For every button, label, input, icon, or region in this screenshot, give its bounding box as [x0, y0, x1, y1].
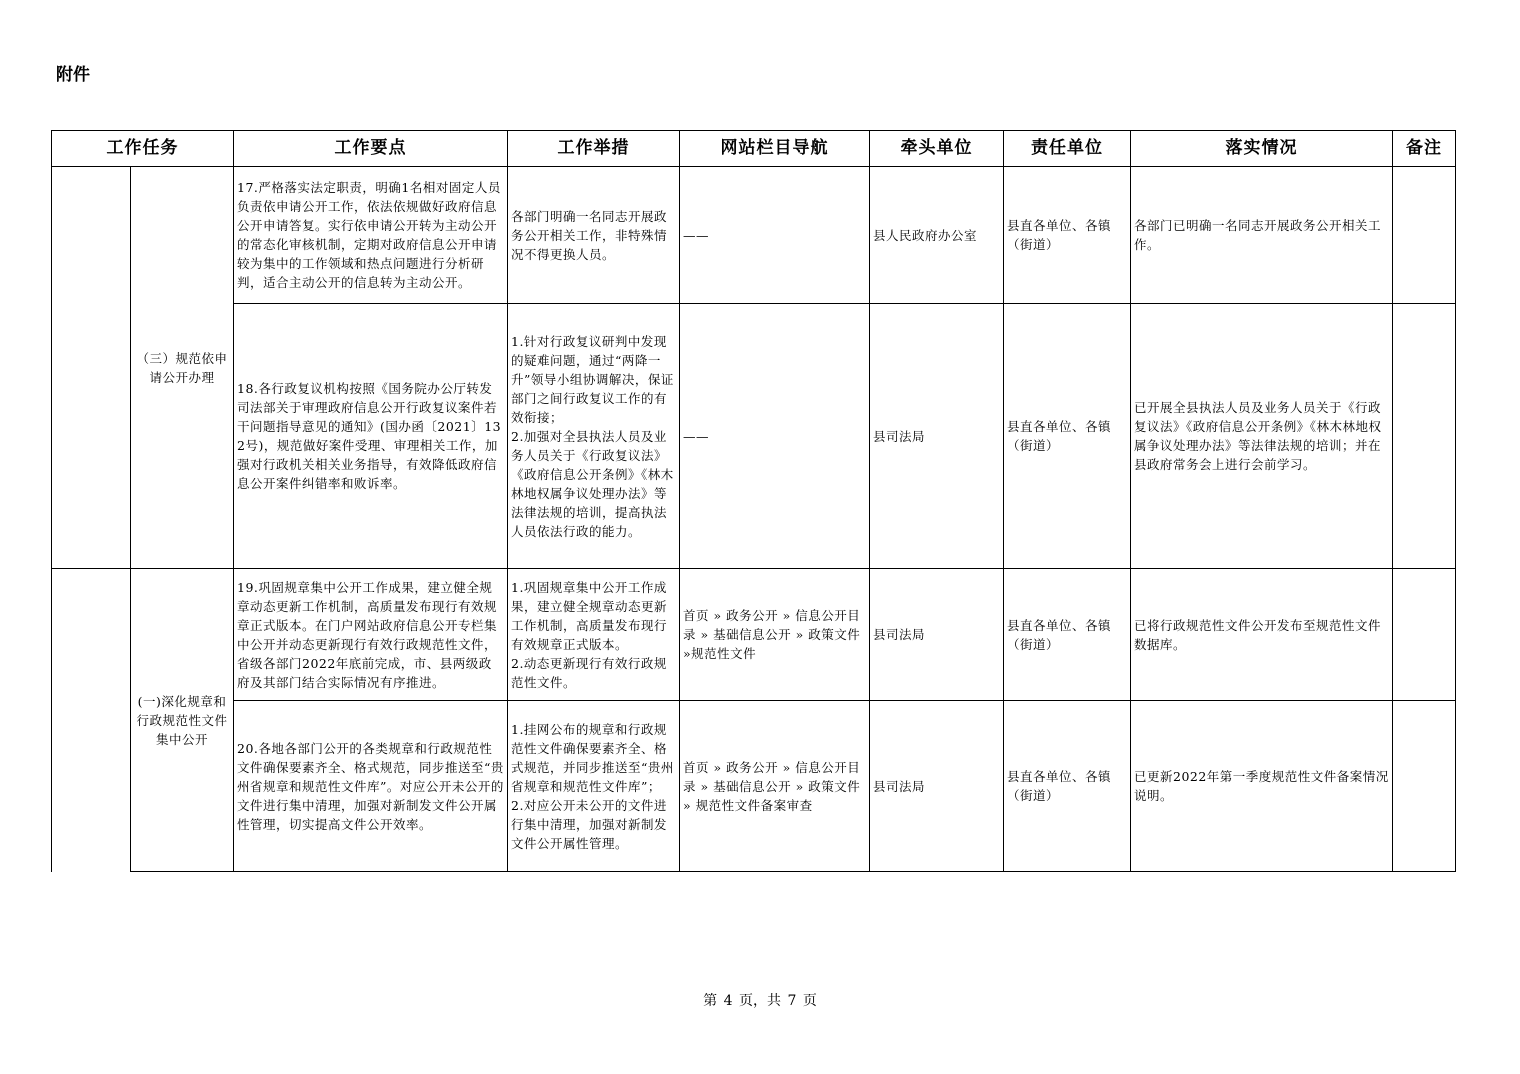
navigation-cell: ——	[680, 167, 870, 304]
remark-cell	[1393, 701, 1456, 872]
task-group-cell: （三）规范依申请公开办理	[131, 167, 234, 569]
table-row	[52, 167, 1456, 304]
header-measures: 工作举措	[508, 131, 680, 167]
measure-cell: 1.针对行政复议研判中发现的疑难问题，通过“两降一升”领导小组协调解决，保证部门之间行政复议工作的有效衔接； 2.加强对全县执法人员及业务人员关于《行政复议法》《政府信息公开条例》《林木林地权属争议处理办法》等法律法规的培训，提高执法人员依法行政的能力。	[508, 304, 680, 569]
work-table	[51, 130, 1456, 872]
task-outer-cell	[52, 569, 131, 872]
attachment-label: 附件	[56, 65, 90, 85]
lead-unit-cell: 县司法局	[870, 701, 1004, 872]
key-point-cell: 17.严格落实法定职责，明确1名相对固定人员负责依申请公开工作，依法依规做好政府信息公开申请答复。实行依申请公开转为主动公开的常态化审核机制，定期对政府信息公开申请较为集中的工作领域和热点问题进行分析研判，适合主动公开的信息转为主动公开。	[234, 167, 508, 304]
task-group-cell: (一)深化规章和行政规范性文件集中公开	[131, 569, 234, 872]
task-outer-cell	[52, 167, 131, 569]
header-key-points: 工作要点	[234, 131, 508, 167]
page-mid: 页，共	[739, 993, 781, 1009]
responsible-unit-cell: 县直各单位、各镇（街道）	[1004, 569, 1131, 701]
responsible-unit-cell: 县直各单位、各镇（街道）	[1004, 167, 1131, 304]
header-navigation: 网站栏目导航	[680, 131, 870, 167]
implementation-cell: 已更新2022年第一季度规范性文件备案情况说明。	[1131, 701, 1393, 872]
header-responsible-unit: 责任单位	[1004, 131, 1131, 167]
measure-cell: 1.挂网公布的规章和行政规范性文件确保要素齐全、格式规范，并同步推送至“贵州省规章和规范性文件库”； 2.对应公开未公开的文件进行集中清理，加强对新制发文件公开属性管理。	[508, 701, 680, 872]
page-number	[0, 990, 1520, 1010]
table-row	[52, 701, 1456, 872]
header-lead-unit: 牵头单位	[870, 131, 1004, 167]
page-suffix: 页	[802, 993, 817, 1009]
key-point-cell: 19.巩固规章集中公开工作成果，建立健全规章动态更新工作机制，高质量发布现行有效规章正式版本。在门户网站政府信息公开专栏集中公开并动态更新现行有效行政规范性文件，省级各部门2022年底前完成，市、县两级政府及其部门结合实际情况有序推进。	[234, 569, 508, 701]
remark-cell	[1393, 569, 1456, 701]
measure-cell: 1.巩固规章集中公开工作成果，建立健全规章动态更新工作机制，高质量发布现行有效规章正式版本。 2.动态更新现行有效行政规范性文件。	[508, 569, 680, 701]
lead-unit-cell: 县司法局	[870, 569, 1004, 701]
responsible-unit-cell: 县直各单位、各镇（街道）	[1004, 304, 1131, 569]
key-point-cell: 20.各地各部门公开的各类规章和行政规范性文件确保要素齐全、格式规范，同步推送至“贵州省规章和规范性文件库”。对应公开未公开的文件进行集中清理，加强对新制发文件公开属性管理，切实提高文件公开效率。	[234, 701, 508, 872]
table-row	[52, 304, 1456, 569]
lead-unit-cell: 县司法局	[870, 304, 1004, 569]
table-header-row	[52, 131, 1456, 167]
remark-cell	[1393, 304, 1456, 569]
implementation-cell: 各部门已明确一名同志开展政务公开相关工作。	[1131, 167, 1393, 304]
page-total: 7	[787, 993, 797, 1009]
implementation-cell: 已开展全县执法人员及业务人员关于《行政复议法》《政府信息公开条例》《林木林地权属争议处理办法》等法律法规的培训；并在县政府常务会上进行会前学习。	[1131, 304, 1393, 569]
navigation-cell: 首页 » 政务公开 » 信息公开目录 » 基础信息公开 » 政策文件 »规范性文件	[680, 569, 870, 701]
header-implementation: 落实情况	[1131, 131, 1393, 167]
responsible-unit-cell: 县直各单位、各镇（街道）	[1004, 701, 1131, 872]
remark-cell	[1393, 167, 1456, 304]
navigation-cell: 首页 » 政务公开 » 信息公开目录 » 基础信息公开 » 政策文件 » 规范性文件备案审查	[680, 701, 870, 872]
header-remarks: 备注	[1393, 131, 1456, 167]
page-prefix: 第	[703, 993, 718, 1009]
table-row	[52, 569, 1456, 701]
navigation-cell: ——	[680, 304, 870, 569]
measure-cell: 各部门明确一名同志开展政务公开相关工作，非特殊情况不得更换人员。	[508, 167, 680, 304]
key-point-cell: 18.各行政复议机构按照《国务院办公厅转发司法部关于审理政府信息公开行政复议案件若干问题指导意见的通知》(国办函〔2021〕132号)，规范做好案件受理、审理相关工作，加强对行政机关相关业务指导，有效降低政府信息公开案件纠错率和败诉率。	[234, 304, 508, 569]
implementation-cell: 已将行政规范性文件公开发布至规范性文件数据库。	[1131, 569, 1393, 701]
header-task: 工作任务	[52, 131, 234, 167]
page-current: 4	[723, 993, 733, 1009]
lead-unit-cell: 县人民政府办公室	[870, 167, 1004, 304]
